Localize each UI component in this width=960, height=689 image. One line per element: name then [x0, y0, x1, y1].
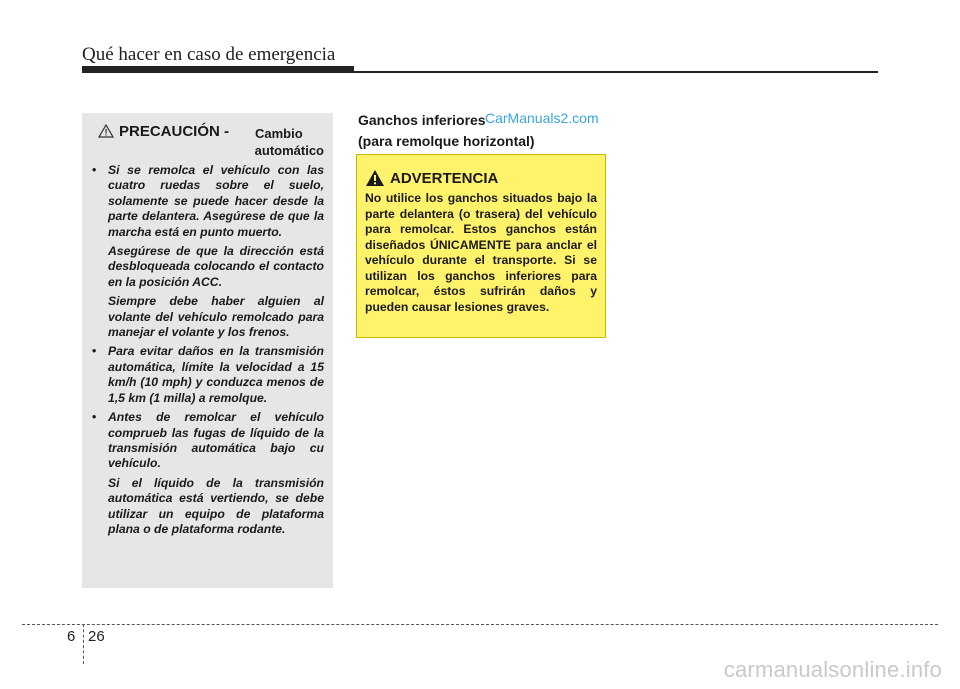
section-heading-line1: Ganchos inferiores — [358, 112, 486, 128]
caution-paragraph: Siempre debe haber alguien al volante del vehículo remolcado para manejar el volante y los frenos. — [108, 294, 324, 340]
warning-box — [356, 154, 606, 338]
chapter-number: 6 — [67, 628, 76, 645]
caution-paragraph: • Para evitar daños en la transmisión automática, límite la velocidad a 15 km/h (10 mph) y conduzca menos de 1,5 km (1 milla) a remolque. — [91, 344, 324, 406]
warning-text: No utilice los ganchos situados bajo la parte delantera (o trasera) del vehículo para remolcar. Estos ganchos están diseñados ÚNICAMENTE para anclar el vehículo durante el transporte. Si se utilizan los ganchos inferiores para remolcar, éstos sufrirán daños y pueden causar lesiones graves. — [365, 191, 597, 314]
section-heading-line2: (para remolque horizontal) — [358, 133, 535, 149]
page-number: 26 — [88, 628, 105, 645]
caution-paragraph: • Antes de remolcar el vehículo comprueb las fugas de líquido de la transmisión automática bajo cu vehículo. — [91, 410, 324, 472]
warning-triangle-outline-icon — [98, 124, 114, 138]
warning-title: ADVERTENCIA — [390, 170, 499, 187]
caution-paragraph: Asegúrese de que la dirección está desbloqueada colocando el contacto en la posición ACC. — [108, 244, 324, 289]
warning-triangle-filled-icon — [365, 169, 385, 187]
footer-vertical-divider — [83, 624, 84, 664]
page-header-title: Qué hacer en caso de emergencia — [82, 44, 336, 65]
caution-header — [91, 123, 324, 163]
caution-subtitle-line1: Cambio — [255, 126, 303, 141]
header-rule — [82, 71, 878, 73]
watermark-top[interactable]: CarManuals2.com — [485, 110, 599, 126]
caution-box — [82, 113, 333, 588]
watermark-bottom[interactable]: carmanualsonline.info — [723, 657, 942, 682]
caution-subtitle-line2: automático — [254, 143, 324, 158]
caution-title: PRECAUCIÓN - — [119, 123, 230, 140]
warning-header — [365, 167, 597, 191]
footer-divider — [22, 624, 938, 625]
caution-paragraph: Si el líquido de la transmisión automática está vertiendo, se debe utilizar un equipo de plataforma plana o de plataforma rodante. — [108, 475, 324, 536]
caution-list — [91, 163, 324, 537]
caution-paragraph: • Si se remolca el vehículo con las cuatro ruedas sobre el suelo, solamente se puede hacer desde la parte delantera. Asegúrese de que la marcha está en punto muerto. — [91, 163, 324, 240]
